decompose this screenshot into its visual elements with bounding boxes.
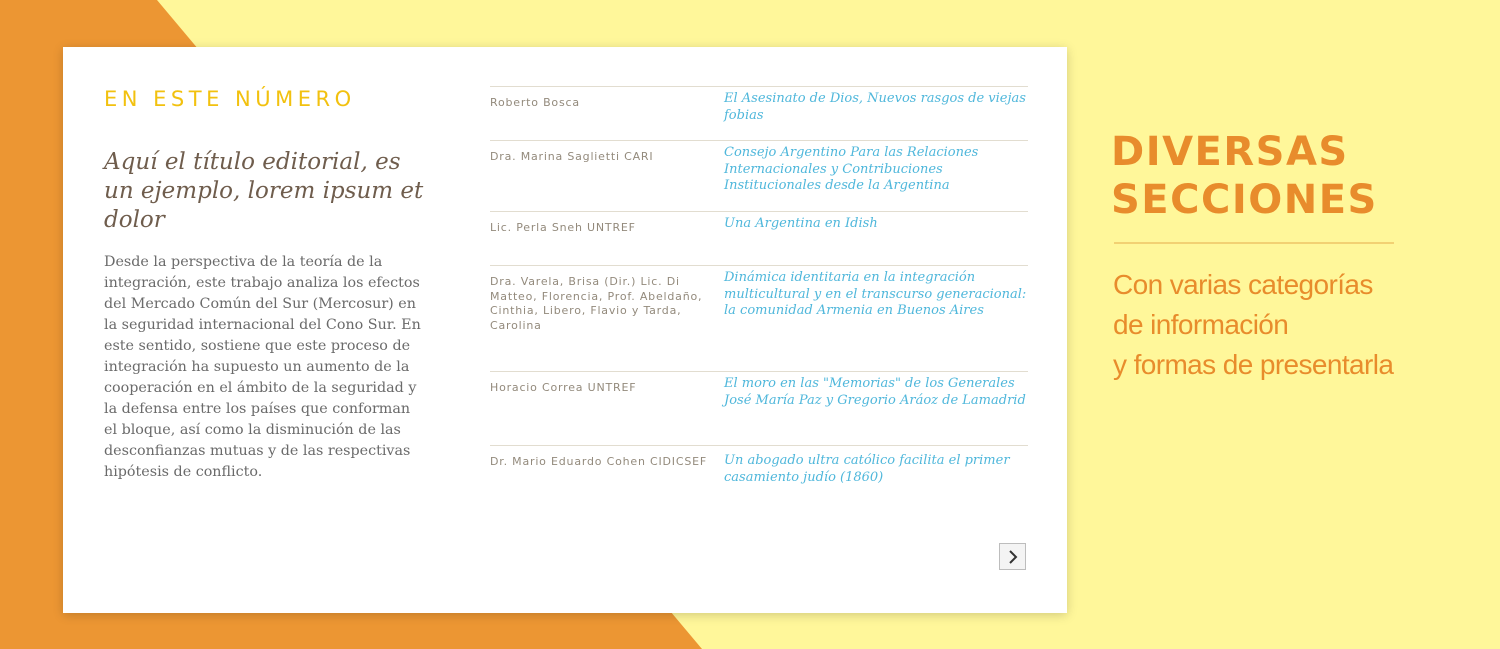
chevron-right-icon (1007, 550, 1019, 564)
section-kicker: EN ESTE NÚMERO (104, 87, 356, 111)
next-page-button[interactable] (999, 543, 1026, 570)
toc-author: Dra. Varela, Brisa (Dir.) Lic. Di Matteo, Florencia, Prof. Abeldaño, Cinthia, Libero, Flavio y Tarda, Carolina (490, 275, 703, 332)
toc-article-link[interactable]: Un abogado ultra católico facilita el primer casamiento judío (1860) (724, 453, 1010, 485)
toc-row (490, 265, 1028, 372)
toc-row (490, 140, 1028, 212)
toc-article-link[interactable]: El Asesinato de Dios, Nuevos rasgos de viejas fobias (724, 91, 1026, 123)
toc-author: Horacio Correa UNTREF (490, 381, 637, 394)
toc-row (490, 371, 1028, 446)
editorial-title: Aquí el título editorial, es un ejemplo, lorem ipsum et dolor (104, 149, 424, 233)
toc-article-link[interactable]: Consejo Argentino Para las Relaciones Internacionales y Contribuciones Institucionales desde la Argentina (724, 145, 979, 193)
editorial-body: Desde la perspectiva de la teoría de la integración, este trabajo analiza los efectos del Mercado Común del Sur (Mercosur) en la seguridad internacional del Cono Sur. En este sentido, sostiene que este proceso de integración ha supuesto un aumento de la cooperación en el ámbito de la seguridad y la defensa entre los países que conforman el bloque, así como la disminución de las desconfianzas mutuas y de las respectivas hipótesis de conflicto. (104, 254, 421, 480)
toc-article-link[interactable]: Dinámica identitaria en la integración multicultural y en el transcurso generacional: la comunidad Armenia en Buenos Aires (724, 270, 1027, 318)
content-card (63, 47, 1067, 613)
toc-author: Dra. Marina Saglietti CARI (490, 150, 654, 163)
toc-row (490, 86, 1028, 141)
side-subheading: Con varias categorías de información y formas de presentarla (1113, 269, 1394, 380)
toc-author: Roberto Bosca (490, 96, 580, 109)
toc-author: Dr. Mario Eduardo Cohen CIDICSEF (490, 455, 707, 468)
toc-author: Lic. Perla Sneh UNTREF (490, 221, 636, 234)
toc-article-link[interactable]: El moro en las "Memorias" de los Generales José María Paz y Gregorio Aráoz de Lamadrid (724, 376, 1026, 408)
side-divider (1114, 242, 1394, 244)
side-heading: DIVERSAS SECCIONES (1111, 129, 1378, 223)
toc-row (490, 211, 1028, 266)
toc-article-link[interactable]: Una Argentina en Idish (724, 216, 878, 231)
toc-row (490, 445, 1028, 506)
